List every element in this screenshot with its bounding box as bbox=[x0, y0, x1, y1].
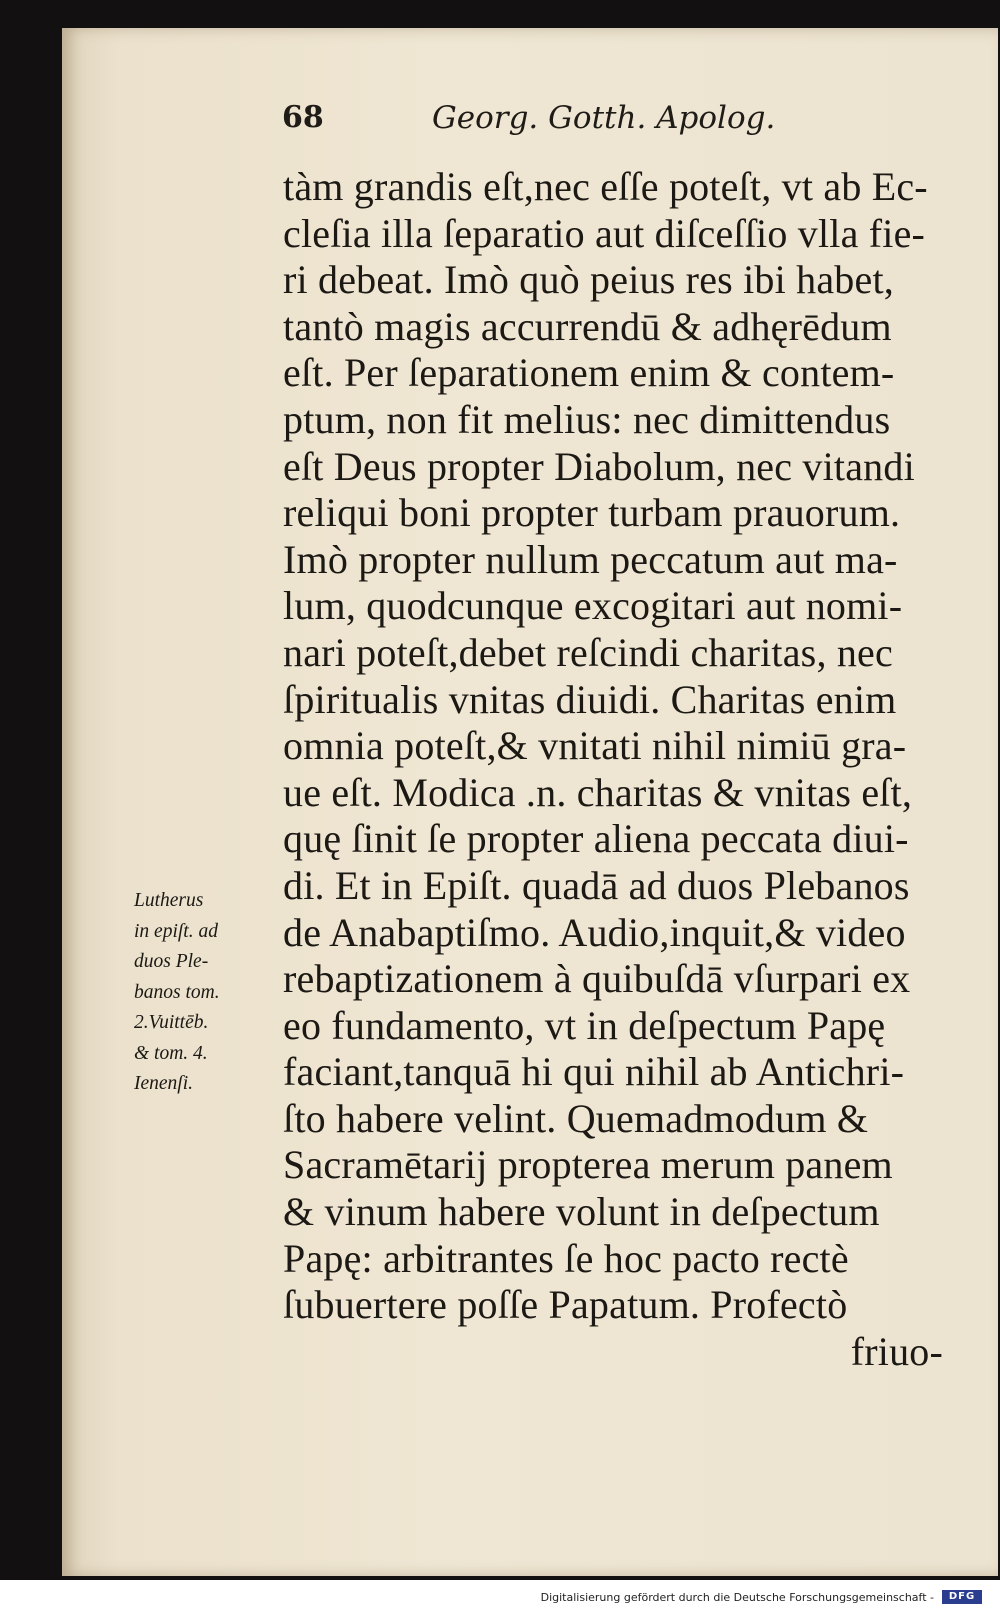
text-line: cleſia illa ſeparatio aut diſceſſio vlla fie- bbox=[283, 210, 926, 256]
marginal-line: in epiſt. ad bbox=[134, 920, 218, 942]
marginal-line: Ienenſi. bbox=[134, 1073, 194, 1094]
marginal-line: 2.Vuittēb. bbox=[134, 1012, 209, 1033]
text-line: quę ſinit ſe propter aliena peccata diui- bbox=[283, 816, 909, 862]
marginal-line: banos tom. bbox=[134, 981, 220, 1003]
text-line: nari poteſt,debet reſcindi charitas, nec bbox=[283, 629, 893, 675]
page-number: 68 bbox=[282, 100, 324, 135]
text-line: Papę: arbitrantes ſe hoc pacto rectè bbox=[283, 1235, 849, 1281]
marginal-line: & tom. 4. bbox=[134, 1042, 208, 1064]
text-line: di. Et in Epiſt. quadā ad duos Plebanos bbox=[283, 862, 910, 908]
text-line: omnia poteſt,& vnitati nihil nimiū gra- bbox=[283, 723, 907, 769]
text-line: ptum, non fit melius: nec dimittendus bbox=[283, 396, 891, 442]
marginal-line: duos Ple- bbox=[134, 951, 209, 972]
text-line: Imò propter nullum peccatum aut ma- bbox=[283, 536, 898, 582]
text-line: ſto habere velint. Quemadmodum & bbox=[283, 1095, 869, 1141]
page-header bbox=[282, 100, 842, 150]
text-line: tantò magis accurrendū & adhęrēdum bbox=[283, 303, 892, 349]
marginal-line: Lutherus bbox=[134, 890, 204, 911]
text-line: faciant,tanquā hi qui nihil ab Antichri- bbox=[283, 1049, 905, 1095]
text-line: & vinum habere volunt in deſpectum bbox=[283, 1189, 880, 1235]
catchword: friuo- bbox=[850, 1328, 943, 1374]
text-line: ſubuertere poſſe Papatum. Profectò bbox=[283, 1282, 848, 1328]
text-line: ue eſt. Modica .n. charitas & vnitas eſt, bbox=[283, 769, 913, 815]
text-line: lum, quodcunque excogitari aut nomi- bbox=[283, 583, 903, 629]
text-line: eſt Deus propter Diabolum, nec vitandi bbox=[283, 443, 915, 489]
text-line: Sacramētarij propterea merum panem bbox=[283, 1142, 893, 1188]
text-line: de Anabaptiſmo. Audio,inquit,& video bbox=[283, 909, 906, 955]
text-line: tàm grandis eſt,nec eſſe poteſt, vt ab Ec- bbox=[283, 164, 928, 209]
funding-credit: Digitalisierung gefördert durch die Deutsche Forschungsgemeinschaft - bbox=[540, 1591, 934, 1604]
running-title: Georg. Gotth. Apolog. bbox=[432, 100, 776, 136]
text-line: eo fundamento, vt in deſpectum Papę bbox=[283, 1002, 886, 1048]
text-line: rebaptizationem à quibuſdā vſurpari ex bbox=[283, 956, 911, 1002]
dfg-logo: DFG bbox=[942, 1590, 982, 1604]
text-line: eſt. Per ſeparationem enim & contem- bbox=[283, 350, 895, 396]
text-line: reliqui boni propter turbam prauorum. bbox=[283, 490, 901, 536]
text-line: ſpiritualis vnitas diuidi. Charitas enim bbox=[283, 676, 897, 722]
main-text-block bbox=[283, 164, 943, 1375]
marginal-note bbox=[134, 886, 274, 1100]
digitization-footer bbox=[0, 1580, 1000, 1613]
text-line: ri debeat. Imò quò peius res ibi habet, bbox=[283, 257, 894, 303]
